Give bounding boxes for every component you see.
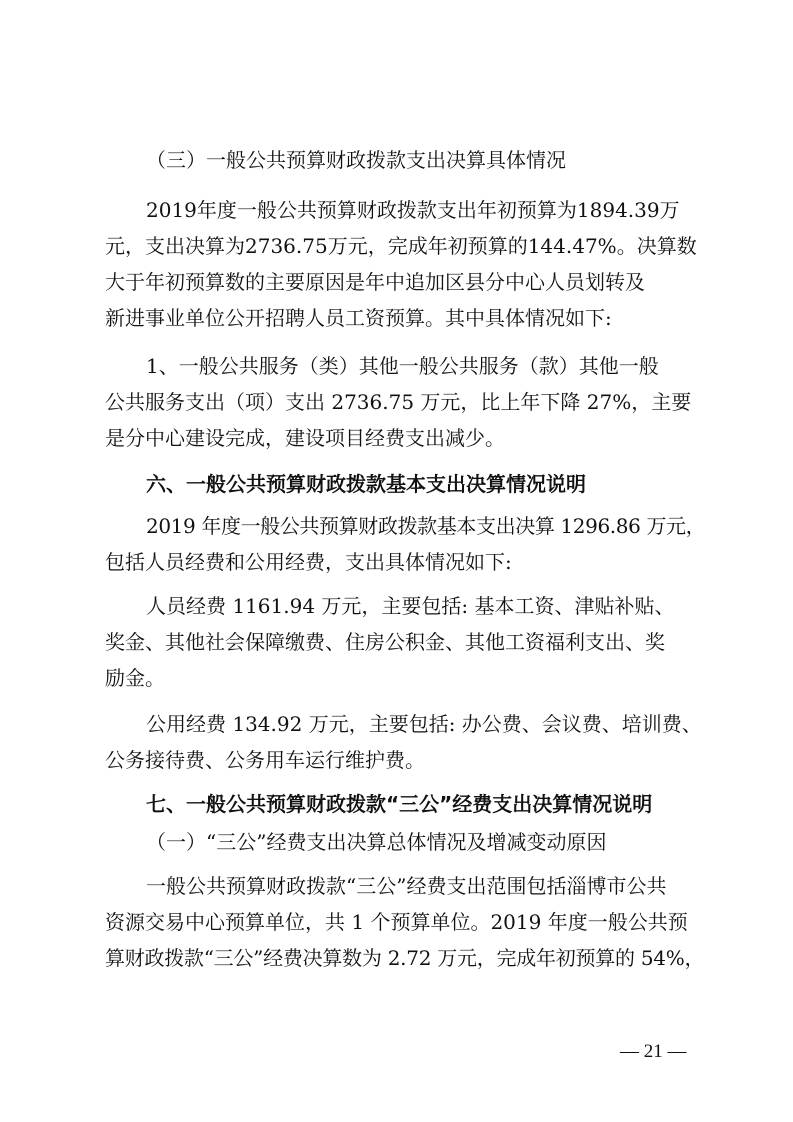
section-heading-6: 六、一般公共预算财政拨款基本支出决算情况说明 bbox=[146, 472, 586, 496]
paragraph-line: 公用经费 134.92 万元，主要包括: 办公费、会议费、培训费、 bbox=[146, 712, 702, 736]
paragraph-line: 一般公共预算财政拨款“三公”经费支出范围包括淄博市公共 bbox=[146, 874, 667, 898]
paragraph-line: 算财政拨款“三公”经费决算数为 2.72 万元，完成年初预算的 54%， bbox=[105, 946, 705, 970]
paragraph-line: 资源交易中心预算单位，共 1 个预算单位。2019 年度一般公共预 bbox=[105, 910, 688, 934]
paragraph-line: 奖金、其他社会保障缴费、住房公积金、其他工资福利支出、奖 bbox=[105, 630, 665, 654]
paragraph-line: 公共服务支出（项）支出 2736.75 万元，比上年下降 27%，主要 bbox=[105, 390, 692, 414]
page-number: — 21 — bbox=[620, 1041, 687, 1062]
paragraph-line: 包括人员经费和公用经费，支出具体情况如下: bbox=[105, 550, 512, 574]
paragraph-line: 大于年初预算数的主要原因是年中追加区县分中心人员划转及 bbox=[105, 270, 645, 294]
paragraph-line: 公务接待费、公务用车运行维护费。 bbox=[105, 748, 425, 772]
paragraph-line: 2019年度一般公共预算财政拨款支出年初预算为1894.39万 bbox=[146, 198, 680, 222]
paragraph-line: 是分中心建设完成，建设项目经费支出减少。 bbox=[105, 426, 505, 450]
subsection-heading-3: （三）一般公共预算财政拨款支出决算具体情况 bbox=[146, 148, 566, 172]
paragraph-line: 励金。 bbox=[105, 666, 165, 690]
subsection-heading-1: （一）“三公”经费支出决算总体情况及增减变动原因 bbox=[146, 830, 607, 854]
paragraph-line: 新进事业单位公开招聘人员工资预算。其中具体情况如下: bbox=[105, 306, 612, 330]
paragraph-line: 1、一般公共服务（类）其他一般公共服务（款）其他一般 bbox=[146, 354, 659, 378]
paragraph-line: 人员经费 1161.94 万元，主要包括: 基本工资、津贴补贴、 bbox=[146, 594, 675, 618]
paragraph-line: 2019 年度一般公共预算财政拨款基本支出决算 1296.86 万元， bbox=[146, 514, 706, 538]
section-heading-7: 七、一般公共预算财政拨款“三公”经费支出决算情况说明 bbox=[146, 792, 653, 816]
paragraph-line: 元，支出决算为2736.75万元，完成年初预算的144.47%。决算数 bbox=[105, 234, 697, 258]
